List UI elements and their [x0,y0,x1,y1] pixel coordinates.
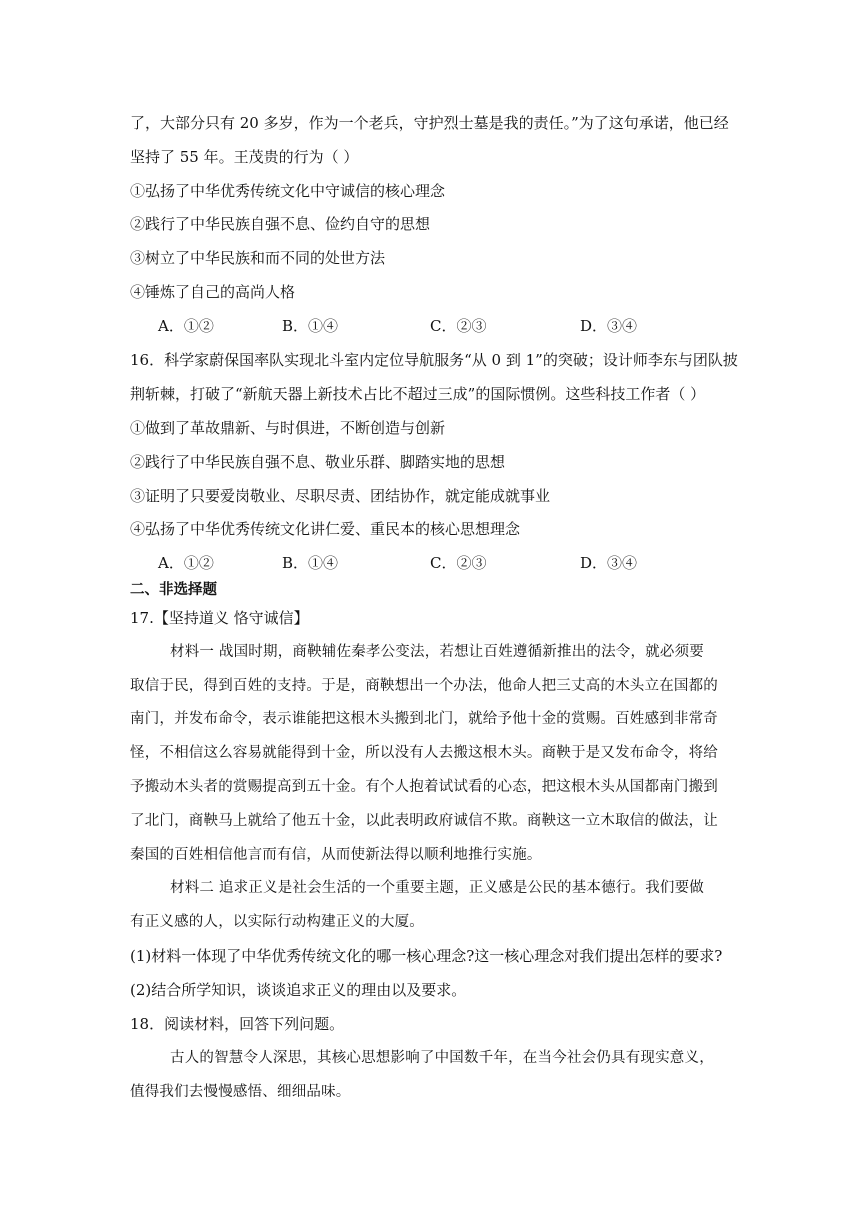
q16-item-2: ②践行了中华民族自强不息、敬业乐群、脚踏实地的思想 [130,453,506,471]
q17-material1-line-5: 予搬动木头者的赏赐提高到五十金。有个人抱着试试看的心态，把这根木头从国都南门搬到 [130,779,718,795]
q15-stem-line-1: 了，大部分只有 20 多岁，作为一个老兵，守护烈士墓是我的责任。”为了这句承诺，他已经 [130,114,729,132]
q17-material1-line-6: 了北门，商鞅马上就给了他五十金，以此表明政府诚信不欺。商鞅这一立木取信的做法，让 [130,813,718,829]
q17-material1-line-7: 秦国的百姓相信他言而有信，从而使新法得以顺利地推行实施。 [130,847,542,863]
q17-material2-line-1: 材料二 追求正义是社会生活的一个重要主题，正义感是公民的基本德行。我们要做 [170,880,705,896]
q17-title: 17.【坚持道义 恪守诚信】 [130,609,309,627]
q15-item-2: ②践行了中华民族自强不息、俭约自守的思想 [130,215,431,233]
q17-material1-line-4: 怪，不相信这么容易就能得到十金，所以没有人去搬这根木头。商鞅于是又发布命令，将给 [130,745,718,761]
q15-option-a[interactable]: A．①② [158,317,214,335]
q16-stem-line-2: 荆斩棘，打破了“新航天器上新技术占比不超过三成”的国际惯例。这些科技工作者（ ） [130,385,706,403]
q17-question-2: (2)结合所学知识，谈谈追求正义的理由以及要求。 [130,981,467,999]
q16-option-d[interactable]: D．③④ [580,554,638,572]
section-title: 二、非选择题 [130,582,217,598]
q17-material1-line-1: 材料一 战国时期，商鞅辅佐秦孝公变法，若想让百姓遵循新推出的法令，就必须要 [170,644,705,660]
q15-option-d[interactable]: D．③④ [580,317,638,335]
q16-option-b[interactable]: B．①④ [282,554,339,572]
q15-item-3: ③树立了中华民族和而不同的处世方法 [130,249,386,267]
q17-material2-line-2: 有正义感的人，以实际行动构建正义的大厦。 [130,914,424,930]
q16-item-3: ③证明了只要爱岗敬业、尽职尽责、团结协作，就定能成就事业 [130,487,551,505]
q15-item-4: ④锤炼了自己的高尚人格 [130,283,296,301]
q16-stem-line-1: 16．科学家蔚保国率队实现北斗室内定位导航服务“从 0 到 1”的突破；设计师李东与团队披 [130,351,738,369]
q17-material1-line-2: 取信于民，得到百姓的支持。于是，商鞅想出一个办法，他命人把三丈高的木头立在国都的 [130,678,718,694]
q16-option-c[interactable]: C．②③ [430,554,487,572]
q16-item-1: ①做到了革故鼎新、与时俱进，不断创造与创新 [130,419,446,437]
q16-option-a[interactable]: A．①② [158,554,214,572]
q15-option-b[interactable]: B．①④ [282,317,339,335]
q18-title: 18．阅读材料，回答下列问题。 [130,1015,345,1033]
q16-item-4: ④弘扬了中华优秀传统文化讲仁爱、重民本的核心思想理念 [130,520,521,538]
q17-question-1: (1)材料一体现了中华优秀传统文化的哪一核心理念?这一核心理念对我们提出怎样的要求? [130,947,723,965]
q15-stem-line-2: 坚持了 55 年。王茂贵的行为（ ） [130,148,359,166]
q18-material-line-2: 值得我们去慢慢感悟、细细品味。 [130,1084,351,1100]
q15-option-c[interactable]: C．②③ [430,317,487,335]
q17-material1-line-3: 南门，并发布命令，表示谁能把这根木头搬到北门，就给予他十金的赏赐。百姓感到非常奇 [130,711,718,727]
q15-item-1: ①弘扬了中华优秀传统文化中守诚信的核心理念 [130,182,446,200]
q18-material-line-1: 古人的智慧令人深思，其核心思想影响了中国数千年，在当今社会仍具有现实意义， [170,1050,714,1066]
